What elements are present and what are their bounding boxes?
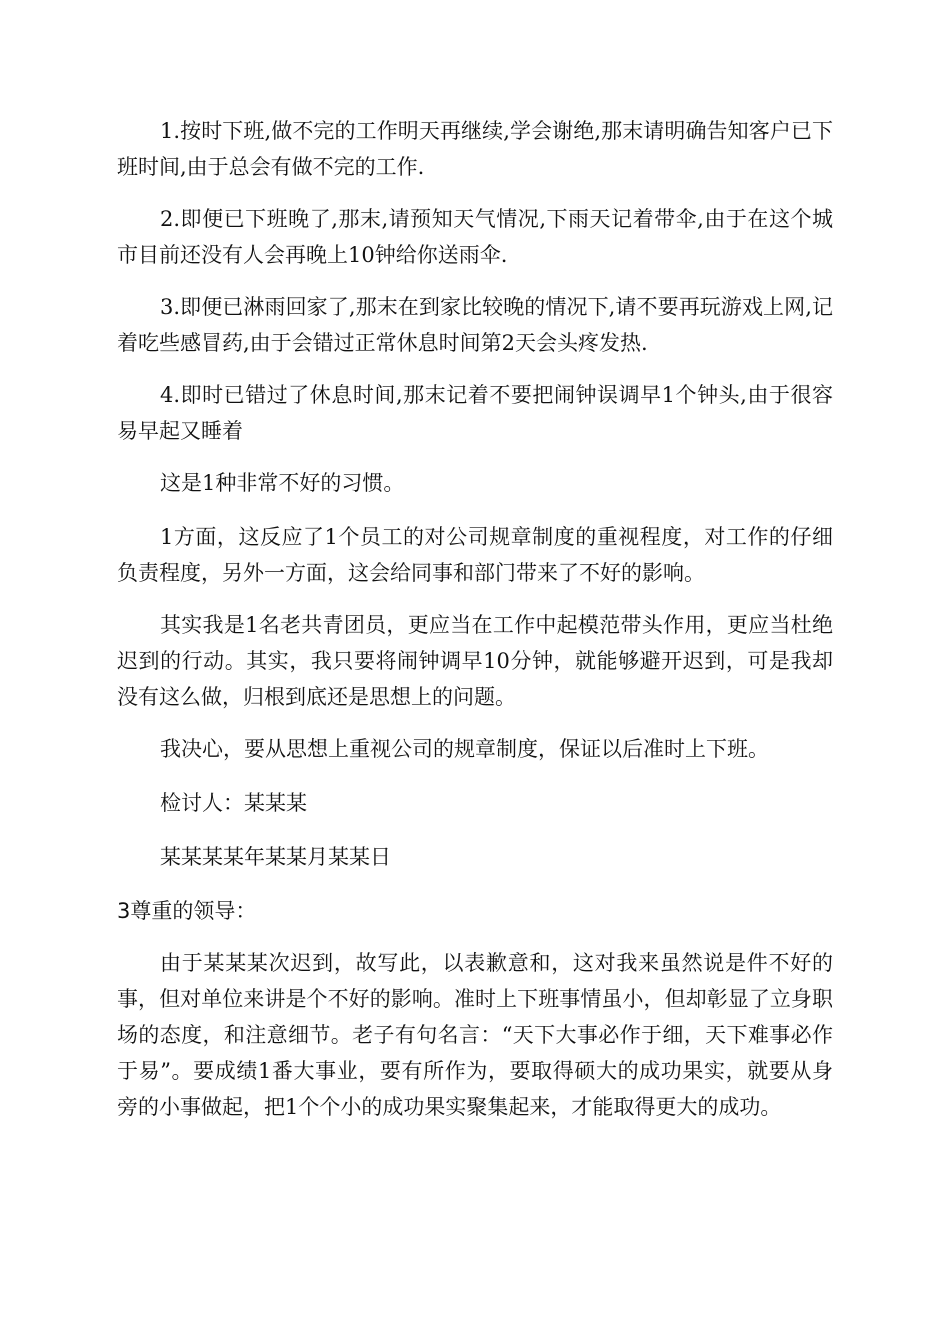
- paragraph-6: 1方面，这反应了1个员工的对公司规章制度的重视程度，对工作的仔细负责程度，另外一方面，这会给同事和部门带来了不好的影响。: [117, 525, 833, 585]
- document-body: [117, 113, 833, 1141]
- paragraph-1: 1.按时下班,做不完的工作明天再继续,学会谢绝,那末请明确告知客户已下班时间,由于总会有做不完的工作.: [117, 119, 833, 179]
- signature-line: 检讨人：某某某: [160, 791, 307, 815]
- closing-paragraph: 由于某某某次迟到，故写此，以表歉意和，这对我来虽然说是件不好的事，但对单位来讲是个不好的影响。准时上下班事情虽小，但却彰显了立身职场的态度，和注意细节。老子有句名言：“天下大事必作于细，天下难事必作于易”。要成绩1番大事业，要有所作为，要取得硕大的成功果实，就要从身旁的小事做起，把1个个小的成功果实聚集起来，才能取得更大的成功。: [117, 951, 833, 1119]
- paragraph-4: 4.即时已错过了休息时间,那末记着不要把闹钟误调早1个钟头,由于很容易早起又睡着: [117, 383, 833, 443]
- paragraph-5: 这是1种非常不好的习惯。: [160, 471, 405, 495]
- section-heading: 3尊重的领导：: [117, 899, 257, 923]
- paragraph-3: 3.即便已淋雨回家了,那末在到家比较晚的情况下,请不要再玩游戏上网,记着吃些感冒药,由于会错过正常休息时间第2天会头疼发热.: [117, 295, 833, 355]
- date-line: 某某某某年某某月某某日: [160, 845, 391, 869]
- paragraph-7: 其实我是1名老共青团员，更应当在工作中起模范带头作用，更应当杜绝迟到的行动。其实，我只要将闹钟调早10分钟，就能够避开迟到，可是我却没有这么做，归根到底还是思想上的问题。: [117, 613, 833, 709]
- paragraph-2: 2.即便已下班晚了,那末,请预知天气情况,下雨天记着带伞,由于在这个城市目前还没有人会再晚上10钟给你送雨伞.: [117, 207, 833, 267]
- paragraph-8: 我决心，要从思想上重视公司的规章制度，保证以后准时上下班。: [160, 737, 769, 761]
